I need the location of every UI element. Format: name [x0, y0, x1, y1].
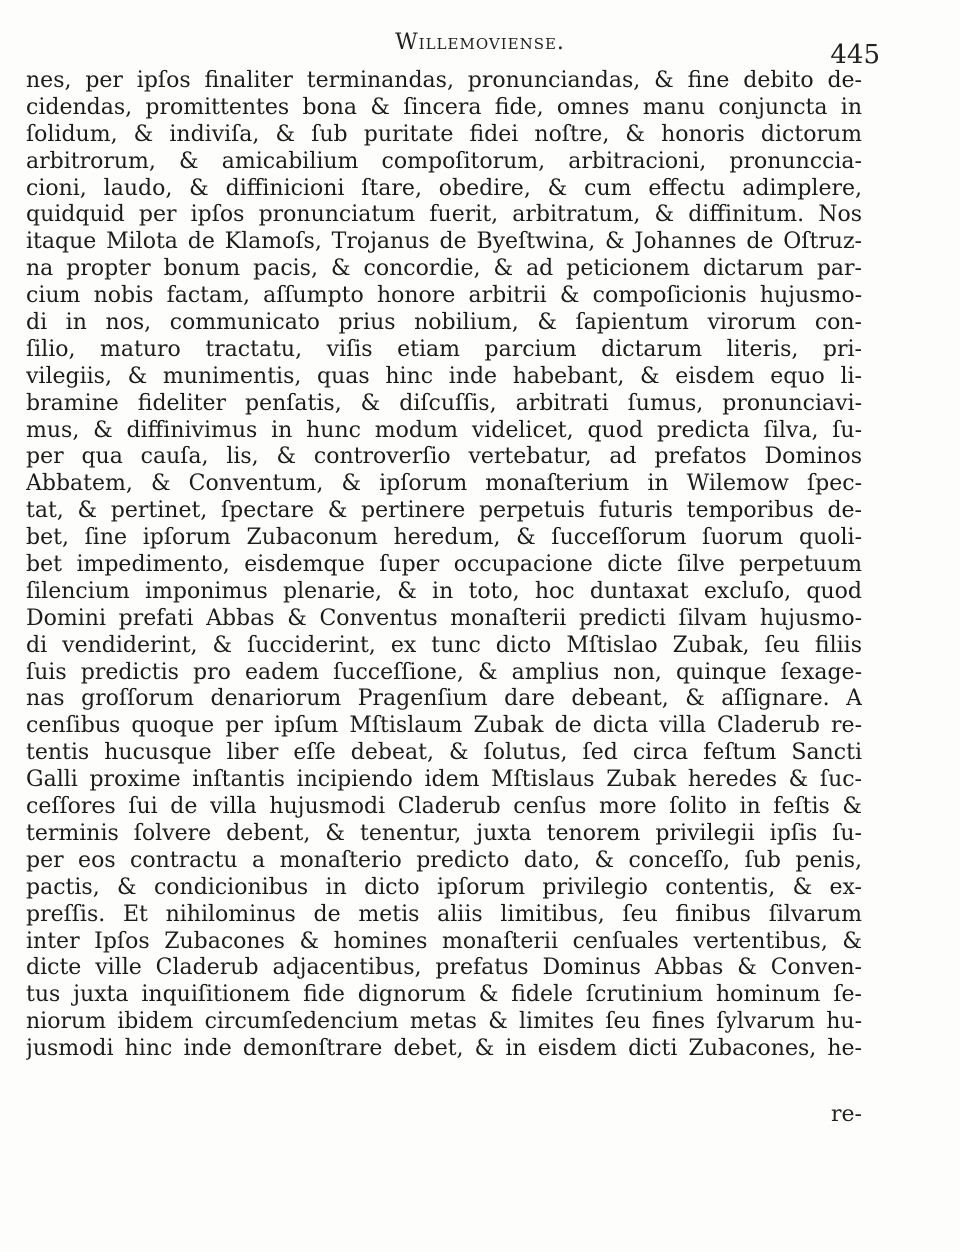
- text-line: inter Ipſos Zubacones & homines monaſterii cenſuales vertentibus, &: [26, 928, 862, 954]
- text-line: bet, ſine ipſorum Zubaconum heredum, & ſucceſſorum ſuorum quoli-: [26, 525, 862, 551]
- page-number: 445: [830, 40, 880, 70]
- text-line: arbitrorum, & amicabilium compoſitorum, arbitracioni, pronunccia-: [26, 148, 862, 174]
- text-line: niorum ibidem circumſedencium metas & limites ſeu fines ſylvarum hu-: [26, 1009, 862, 1035]
- text-line: bet impedimento, eisdemque ſuper occupacione dicte ſilve perpetuum: [26, 552, 862, 578]
- text-line: per qua cauſa, lis, & controverſio vertebatur, ad prefatos Dominos: [26, 444, 862, 470]
- text-line: ſilencium imponimus plenarie, & in toto, hoc duntaxat excluſo, quod: [26, 578, 862, 604]
- text-line: Galli proxime inſtantis incipiendo idem Mſtislaus Zubak heredes & ſuc-: [26, 767, 862, 793]
- text-line: na propter bonum pacis, & concordie, & ad peticionem dictarum par-: [26, 256, 862, 282]
- catchword: re-: [831, 1102, 862, 1127]
- text-line: di vendiderint, & ſucciderint, ex tunc dicto Mſtislao Zubak, ſeu filiis: [26, 632, 862, 658]
- text-line: ſuis predictis pro eadem ſucceſſione, & amplius non, quinque ſexage-: [26, 659, 862, 685]
- text-line: bramine fideliter penſatis, & diſcuſſis, arbitrati ſumus, pronunciavi-: [26, 390, 862, 416]
- body-text: [26, 68, 862, 1063]
- text-line: quidquid per ipſos pronunciatum fuerit, arbitratum, & diffinitum. Nos: [26, 202, 862, 228]
- text-line: nes, per ipſos finaliter terminandas, pronunciandas, & fine debito de-: [26, 68, 862, 93]
- text-line: di in nos, communicato prius nobilium, & ſapientum virorum con-: [26, 310, 862, 336]
- text-line: per eos contractu a monaſterio predicto dato, & conceſſo, ſub penis,: [26, 847, 862, 873]
- text-line: jusmodi hinc inde demonſtrare debet, & in eisdem dicti Zubacones, he-: [26, 1036, 862, 1062]
- text-line: cenſibus quoque per ipſum Mſtislaum Zubak de dicta villa Claderub re-: [26, 713, 862, 739]
- text-line: mus, & diffinivimus in hunc modum videlicet, quod predicta ſilva, ſu-: [26, 417, 862, 443]
- text-line: ceſſores ſui de villa hujusmodi Claderub cenſus more ſolito in feſtis &: [26, 794, 862, 820]
- text-line: Domini prefati Abbas & Conventus monaſterii predicti ſilvam hujusmo-: [26, 605, 862, 631]
- text-line: tentis hucusque liber eſſe debeat, & ſolutus, ſed circa feſtum Sancti: [26, 740, 862, 766]
- text-line: cioni, laudo, & diffinicioni ſtare, obedire, & cum effectu adimplere,: [26, 175, 862, 201]
- text-line: dicte ville Claderub adjacentibus, prefatus Dominus Abbas & Conven-: [26, 955, 862, 981]
- text-line: preſſis. Et nihilominus de metis aliis limitibus, ſeu finibus ſilvarum: [26, 901, 862, 927]
- text-line: cium nobis factam, aſſumpto honore arbitrii & compoſicionis hujusmo-: [26, 283, 862, 309]
- text-line: pactis, & condicionibus in dicto ipſorum privilegio contentis, & ex-: [26, 874, 862, 900]
- text-line: Abbatem, & Conventum, & ipſorum monaſterium in Wilemow ſpec-: [26, 471, 862, 497]
- text-line: itaque Milota de Klamoſs, Trojanus de Byeſtwina, & Johannes de Oſtruz-: [26, 229, 862, 255]
- text-line: vilegiis, & munimentis, quas hinc inde habebant, & eisdem equo li-: [26, 363, 862, 389]
- text-line: terminis ſolvere debent, & tenentur, juxta tenorem privilegii ipſis ſu-: [26, 820, 862, 846]
- text-line: ſilio, maturo tractatu, viſis etiam parcium dictarum literis, pri-: [26, 336, 862, 362]
- running-head: Willemoviense.: [395, 30, 565, 55]
- text-line: tat, & pertinet, ſpectare & pertinere perpetuis futuris temporibus de-: [26, 498, 862, 524]
- text-line: tus juxta inquiſitionem fide dignorum & fidele ſcrutinium hominum ſe-: [26, 982, 862, 1008]
- text-line: cidendas, promittentes bona & ſincera fide, omnes manu conjuncta in: [26, 94, 862, 120]
- text-line: ſolidum, & indiviſa, & ſub puritate fidei noſtre, & honoris dictorum: [26, 121, 862, 147]
- text-line: nas groſſorum denariorum Pragenſium dare debeant, & aſſignare. A: [26, 686, 862, 712]
